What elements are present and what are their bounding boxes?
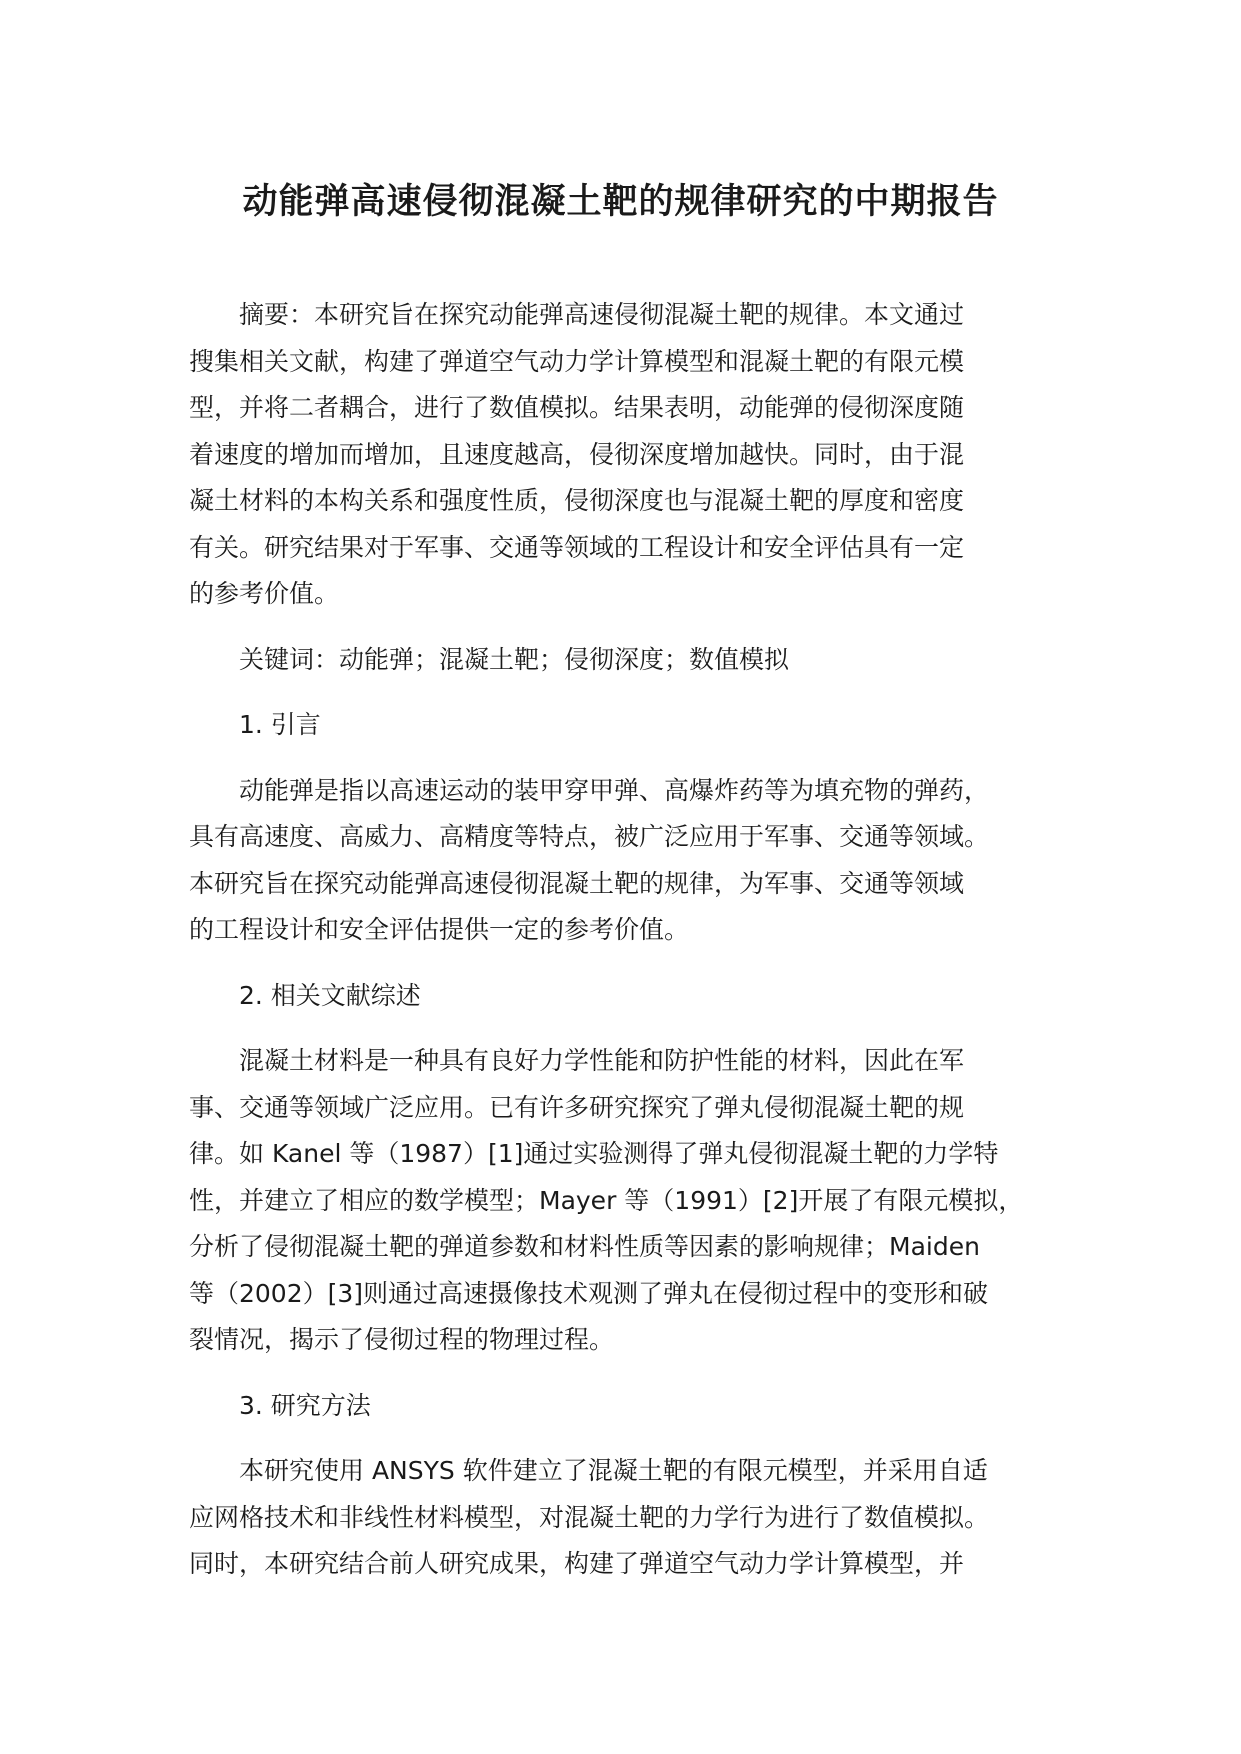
paragraph-line: 动能弹是指以高速运动的装甲穿甲弹、高爆炸药等为填充物的弹药， <box>239 775 990 805</box>
abstract-paragraph <box>189 292 1089 618</box>
document-title: 动能弹高速侵彻混凝土靶的规律研究的中期报告 <box>242 182 999 222</box>
keywords-line: 关键词：动能弹；混凝土靶；侵彻深度；数值模拟 <box>239 644 790 674</box>
abstract-line: 型，并将二者耦合，进行了数值模拟。结果表明，动能弹的侵彻深度随 <box>189 393 965 422</box>
paragraph-line: 性，并建立了相应的数学模型；Mayer 等（1991）[2]开展了有限元模拟， <box>189 1185 1024 1215</box>
paragraph-line: 等（2002）[3]则通过高速摄像技术观测了弹丸在侵彻过程中的变形和破 <box>189 1278 989 1308</box>
section-paragraph-literature <box>189 1038 1089 1364</box>
paragraph-line: 具有高速度、高威力、高精度等特点，被广泛应用于军事、交通等领域。 <box>189 822 990 851</box>
abstract-line: 有关。研究结果对于军事、交通等领域的工程设计和安全评估具有一定 <box>189 532 965 562</box>
section-paragraph-methods <box>189 1448 1089 1588</box>
paragraph-line: 混凝土材料是一种具有良好力学性能和防护性能的材料，因此在军 <box>239 1046 965 1075</box>
paragraph-line: 分析了侵彻混凝土靶的弹道参数和材料性质等因素的影响规律；Maiden <box>189 1232 980 1261</box>
abstract-line: 着速度的增加而增加，且速度越高，侵彻深度增加越快。同时，由于混 <box>189 439 965 469</box>
section-paragraph-intro <box>189 768 1089 954</box>
paragraph-line: 本研究旨在探究动能弹高速侵彻混凝土靶的规律，为军事、交通等领域 <box>189 868 965 898</box>
paragraph-line: 的工程设计和安全评估提供一定的参考价值。 <box>189 915 690 944</box>
paragraph-line: 应网格技术和非线性材料模型，对混凝土靶的力学行为进行了数值模拟。 <box>189 1502 990 1532</box>
abstract-line: 搜集相关文献，构建了弹道空气动力学计算模型和混凝土靶的有限元模 <box>189 346 965 376</box>
abstract-line: 的参考价值。 <box>189 579 340 608</box>
paragraph-line: 事、交通等领域广泛应用。已有许多研究探究了弹丸侵彻混凝土靶的规 <box>189 1092 965 1122</box>
document-body <box>189 292 1089 1607</box>
section-heading-methods: 3. 研究方法 <box>239 1390 371 1420</box>
section-heading-literature: 2. 相关文献综述 <box>239 980 421 1010</box>
paragraph-line: 同时，本研究结合前人研究成果，构建了弹道空气动力学计算模型，并 <box>189 1549 965 1578</box>
paragraph-line: 裂情况，揭示了侵彻过程的物理过程。 <box>189 1325 615 1354</box>
abstract-line: 摘要：本研究旨在探究动能弹高速侵彻混凝土靶的规律。本文通过 <box>239 300 965 329</box>
abstract-line: 凝土材料的本构关系和强度性质，侵彻深度也与混凝土靶的厚度和密度 <box>189 486 965 515</box>
paragraph-line: 本研究使用 ANSYS 软件建立了混凝土靶的有限元模型，并采用自适 <box>239 1456 988 1485</box>
section-heading-intro: 1. 引言 <box>239 710 321 739</box>
paragraph-line: 律。如 Kanel 等（1987）[1]通过实验测得了弹丸侵彻混凝土靶的力学特 <box>189 1139 999 1168</box>
